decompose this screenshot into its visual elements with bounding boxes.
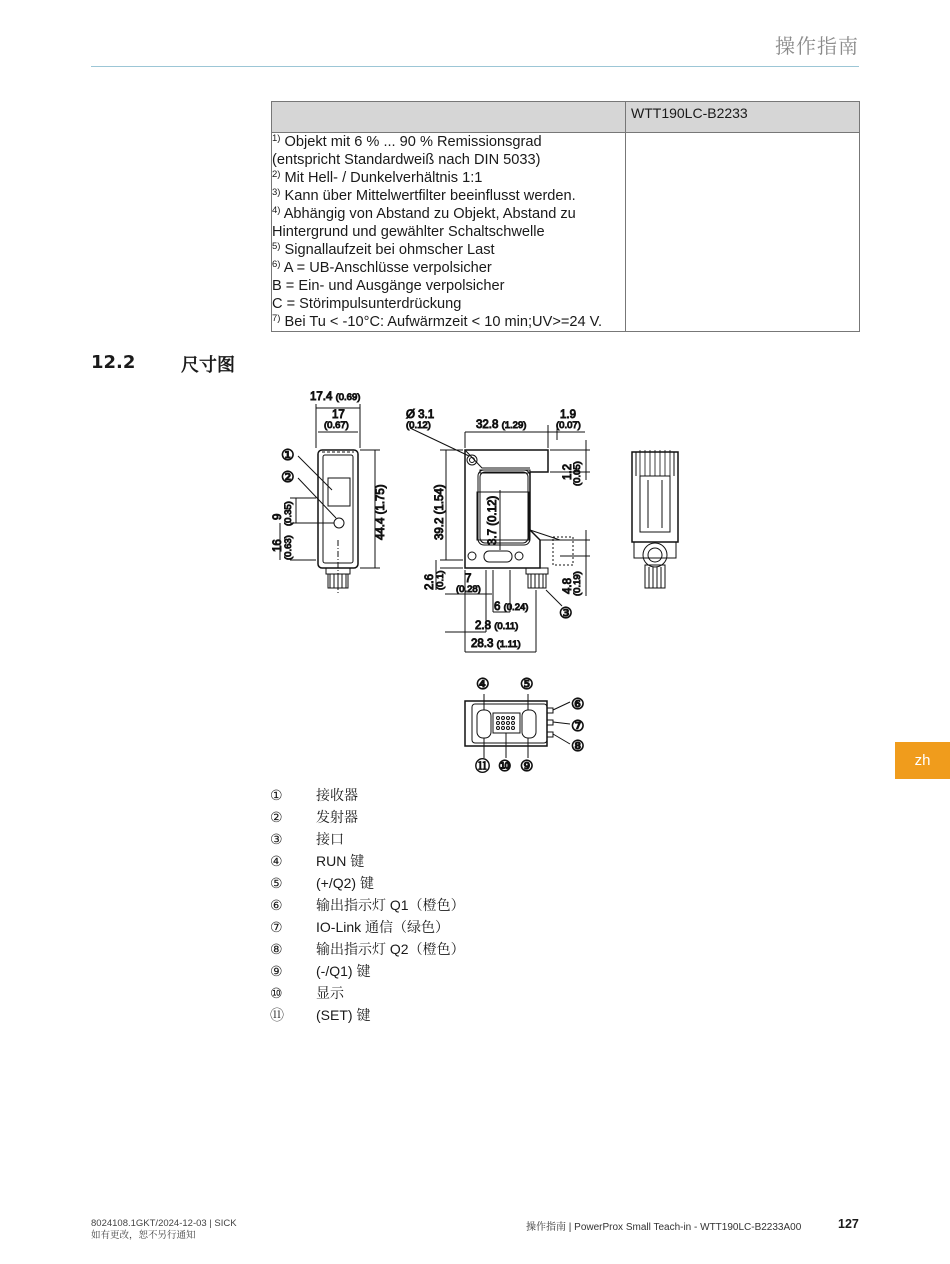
legend-item: ③ 接口 xyxy=(270,830,344,847)
dimension-drawing xyxy=(260,380,700,780)
footnote-line: (entspricht Standardweiß nach DIN 5033) xyxy=(272,152,541,168)
dim-4-8: 4.8 xyxy=(562,578,574,594)
dim-4-8-inch: (0.19) xyxy=(572,571,583,596)
dim-17-4: 17.4 (0.69) xyxy=(310,391,361,403)
footer-center: 操作指南 | PowerProx Small Teach-in - WTT190LC-B2233A00 xyxy=(526,1222,802,1233)
legend-item: ② 发射器 xyxy=(270,808,358,825)
spec-table-header-model: WTT190LC-B2233 xyxy=(626,102,860,133)
dim-17: 17 xyxy=(332,409,345,421)
dim-16-inch: (0.63) xyxy=(283,535,294,560)
dim-16: 16 xyxy=(272,539,284,552)
legend-item: ⑤ (+/Q2) 键 xyxy=(270,874,374,891)
footnote-line: $^{3)}$ Kann über Mittelwertfilter beeinflusst werden. xyxy=(272,187,576,204)
legend-item: ⑩ 显示 xyxy=(270,984,344,1001)
header-title: 操作指南 xyxy=(775,34,859,58)
dim-1-2-inch: (0.05) xyxy=(572,461,583,486)
back-view xyxy=(632,450,678,588)
spec-table xyxy=(271,101,860,332)
spec-table-empty-cell xyxy=(626,133,860,332)
dim-1-9: 1.9 xyxy=(560,409,576,421)
legend-item: ⑥ 输出指示灯 Q1（橙色） xyxy=(270,896,465,913)
callout-2-front: ② xyxy=(281,468,295,486)
footnote-line: $^{2)}$ Mit Hell- / Dunkelverhältnis 1:1 xyxy=(272,169,483,186)
dim-17-inch: (0.67) xyxy=(324,420,349,431)
dim-dia-3-1: Ø 3.1 xyxy=(406,409,435,421)
footer-doc-id: 8024108.1GKT/2024-12-03 | SICK xyxy=(91,1218,237,1229)
spec-table-header-blank xyxy=(272,102,626,133)
dim-39-2: 39.2 (1.54) xyxy=(434,484,446,540)
dim-9: 9 xyxy=(272,513,284,520)
footnote-line: $^{7)}$ Bei Tu < -10°C: Aufwärmzeit < 10 min;UV>=24 V. xyxy=(272,313,603,330)
header-rule xyxy=(91,66,859,67)
dim-2-6-inch: (0.1) xyxy=(435,570,446,590)
dim-44-4: 44.4 (1.75) xyxy=(375,484,387,540)
dim-dia-3-1-inch: (0.12) xyxy=(406,420,431,431)
legend-item: ④ RUN 键 xyxy=(270,852,365,869)
dim-1-9-inch: (0.07) xyxy=(556,420,581,431)
legend-item: ① 接收器 xyxy=(270,786,358,803)
footnote-line: $^{6)}$ A = UB-Anschlüsse verpolsicher xyxy=(272,259,492,276)
callout-6: ⑥ xyxy=(571,695,585,713)
dim-3-7: 3.7 (0.12) xyxy=(487,495,499,545)
legend-item: ⑧ 输出指示灯 Q2（橙色） xyxy=(270,940,465,957)
footnotes-cell xyxy=(272,133,626,332)
footnote-line: $^{1)}$ Objekt mit 6 % ... 90 % Remissionsgrad xyxy=(272,133,542,150)
callout-1-front: ① xyxy=(281,446,295,464)
dim-6: 6 (0.24) xyxy=(494,601,529,613)
legend-item: ⑨ (-/Q1) 键 xyxy=(270,962,371,979)
top-view xyxy=(465,694,570,758)
dim-28-3: 28.3 (1.11) xyxy=(471,638,521,650)
footnote-line: $^{5)}$ Signallaufzeit bei ohmscher Last xyxy=(272,241,495,258)
language-tab[interactable]: zh xyxy=(895,742,950,779)
callout-4: ④ xyxy=(476,675,490,693)
dim-2-8: 2.8 (0.11) xyxy=(475,620,519,632)
section-title: 尺寸图 xyxy=(181,355,235,376)
footnote-line: $^{4)}$ Abhängig von Abstand zu Objekt, Abstand zu xyxy=(272,205,576,222)
callout-10: ⑩ xyxy=(498,757,512,775)
callout-7: ⑦ xyxy=(571,717,585,735)
callout-8: ⑧ xyxy=(571,737,585,755)
footer-left xyxy=(91,1218,237,1242)
legend-item: ⑦ IO-Link 通信（绿色） xyxy=(270,918,450,935)
dim-7: 7 xyxy=(465,573,472,585)
callout-3: ③ xyxy=(559,604,573,622)
dim-9-inch: (0.35) xyxy=(283,501,294,526)
footnote-line: B = Ein- und Ausgänge verpolsicher xyxy=(272,278,505,294)
footnote-line: Hintergrund und gewählter Schaltschwelle xyxy=(272,224,545,240)
dim-7-inch: (0.28) xyxy=(456,584,481,595)
dim-2-6: 2.6 xyxy=(424,574,436,590)
callout-11: ⑪ xyxy=(475,757,491,775)
callout-5: ⑤ xyxy=(520,675,534,693)
footer-notice: 如有更改，恕不另行通知 xyxy=(91,1230,196,1241)
legend xyxy=(270,784,465,1026)
section-number: 12.2 xyxy=(91,352,136,373)
front-view xyxy=(280,404,380,595)
dim-32-8: 32.8 (1.29) xyxy=(476,419,527,431)
callout-9: ⑨ xyxy=(520,757,534,775)
legend-item: ⑪ (SET) 键 xyxy=(270,1007,371,1023)
footnote-line: C = Störimpulsunterdrückung xyxy=(272,296,462,312)
page-number: 127 xyxy=(838,1217,859,1231)
dim-1-2: 1.2 xyxy=(562,464,574,480)
